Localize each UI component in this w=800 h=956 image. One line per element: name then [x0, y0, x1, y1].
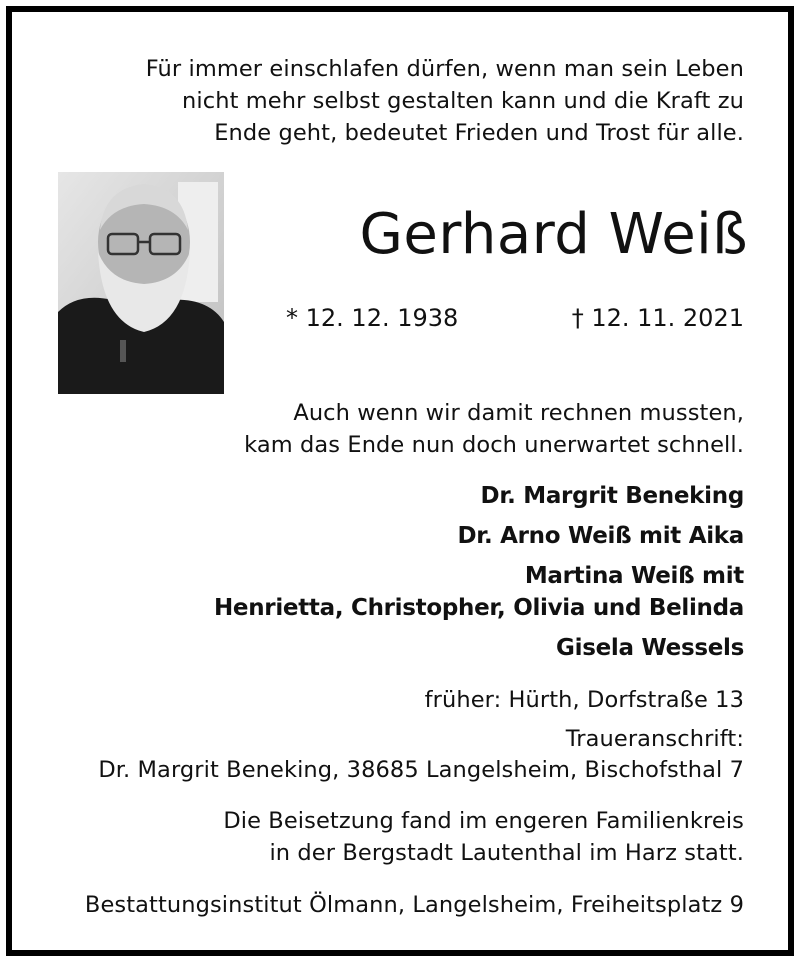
- mourner-2: Dr. Arno Weiß mit Aika: [457, 523, 744, 549]
- mourner-3: Martina Weiß mit: [524, 563, 744, 589]
- condolence-line-2: kam das Ende nun doch unerwartet schnell.: [244, 432, 744, 458]
- death-date: † 12. 11. 2021: [571, 304, 744, 332]
- mourner-1: Dr. Margrit Beneking: [480, 483, 744, 509]
- mourner-3-children: Henrietta, Christopher, Olivia und Belinda: [213, 595, 744, 621]
- undertaker: Bestattungsinstitut Ölmann, Langelsheim, Freiheitsplatz 9: [84, 892, 744, 918]
- deceased-name: Gerhard Weiß: [359, 202, 748, 267]
- verse-line-3: Ende geht, bedeutet Frieden und Trost für alle.: [214, 120, 744, 146]
- birth-date: * 12. 12. 1938: [286, 304, 459, 332]
- mourning-address: Dr. Margrit Beneking, 38685 Langelsheim, Bischofsthal 7: [98, 757, 744, 783]
- portrait-photo: [58, 172, 224, 394]
- funeral-line-1: Die Beisetzung fand im engeren Familienkreis: [223, 808, 744, 834]
- funeral-line-2: in der Bergstadt Lautenthal im Harz statt.: [269, 840, 744, 866]
- former-address: früher: Hürth, Dorfstraße 13: [424, 687, 744, 713]
- verse-line-1: Für immer einschlafen dürfen, wenn man sein Leben: [145, 56, 744, 82]
- verse-line-2: nicht mehr selbst gestalten kann und die Kraft zu: [182, 88, 744, 114]
- mourner-4: Gisela Wessels: [556, 635, 744, 661]
- condolence-line-1: Auch wenn wir damit rechnen mussten,: [293, 400, 744, 426]
- mourning-address-label: Traueranschrift:: [565, 726, 744, 752]
